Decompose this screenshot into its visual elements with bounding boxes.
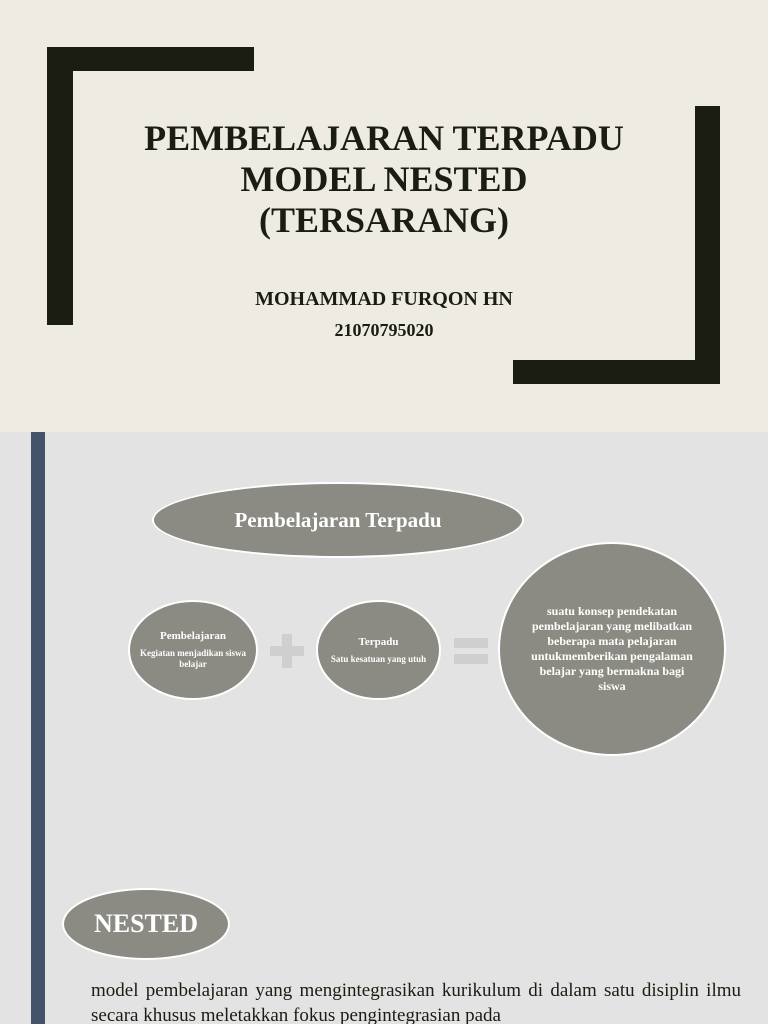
bracket-bottom-right-horizontal xyxy=(513,360,720,384)
circle-heading: Pembelajaran xyxy=(160,630,226,642)
title-line-3: (TERSARANG) xyxy=(258,200,509,240)
pembelajaran-circle xyxy=(128,600,258,700)
equals-icon-lower xyxy=(454,654,488,664)
accent-bar xyxy=(31,432,45,866)
ellipse-label: Pembelajaran Terpadu xyxy=(234,507,442,532)
bracket-top-left-horizontal xyxy=(47,47,254,71)
concept-slide xyxy=(0,432,768,866)
title-line-2: MODEL NESTED xyxy=(240,159,528,199)
title-slide xyxy=(0,0,768,432)
accent-bar xyxy=(31,866,45,1024)
author-name: MOHAMMAD FURQON HN xyxy=(255,288,513,310)
equals-icon xyxy=(454,638,488,648)
pembelajaran-terpadu-ellipse xyxy=(152,482,524,558)
definition-circle xyxy=(498,542,726,756)
nested-heading: NESTED xyxy=(93,909,199,938)
slide-title xyxy=(60,118,708,241)
definition-text: suatu konsep pendekatan pembelajaran yang melibatkan beberapa mata pelajaran untukmemberikan pengalaman belajar yang bermakna bagi siswa xyxy=(531,604,693,693)
title-line-1: PEMBELAJARAN TERPADU xyxy=(144,118,624,158)
circle-heading: Terpadu xyxy=(358,635,399,648)
student-id: 21070795020 xyxy=(334,320,434,340)
terpadu-circle xyxy=(316,600,441,700)
nested-slide xyxy=(0,866,768,1024)
plus-icon xyxy=(282,634,292,668)
nested-definition-paragraph: model pembelajaran yang mengintegrasikan kurikulum di dalam satu disiplin ilmu secara khusus meletakkan fokus pengintegrasian pada xyxy=(91,980,741,1024)
circle-description: Kegiatan menjadikan siswa belajar xyxy=(140,648,247,669)
nested-heading-ellipse xyxy=(62,888,230,960)
circle-description: Satu kesatuan yang utuh xyxy=(330,653,427,664)
